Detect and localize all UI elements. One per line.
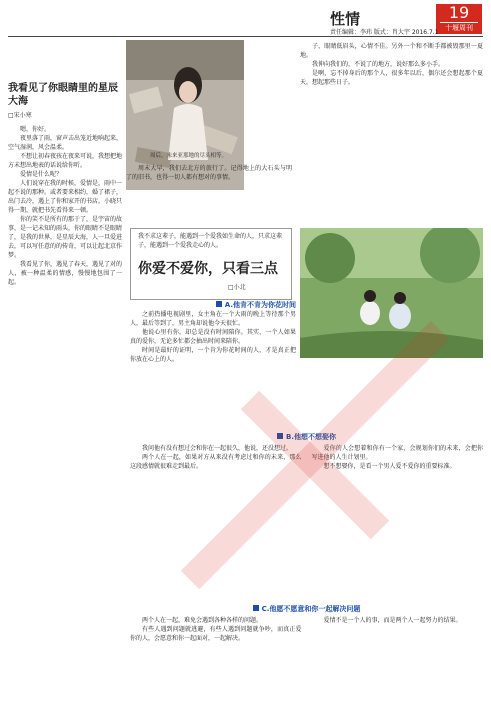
- left-article-author: □宋小寒: [8, 112, 32, 119]
- left-paragraph: 我看见了你，遇见了春天，遇见了对的人，被一种温柔的情感，慢慢地包围了一起。: [8, 261, 122, 286]
- section-a-heading: [130, 300, 296, 310]
- left-paragraph: 爱情是什么呢？: [20, 171, 63, 178]
- section-b-paragraph: 我问他有没有想过会和你在一起很久，他说，还没想过。: [142, 445, 293, 452]
- section-a-paragraph: 他说心里有你，却总是没有时间陪你。其实，一个人如果真的爱你，无论多忙都会抽出时间来陪你。: [130, 329, 296, 345]
- feature-lead: 我不求这辈子，能遇到一个爱我如生命的人，只求这辈子，能遇到一个爱我走心的人。: [138, 233, 283, 249]
- left-article: [8, 82, 122, 697]
- section-c-paragraph: 爱情不是一个人的事，而是两个人一起努力的结果。: [323, 617, 462, 624]
- section-a-heading-text: A.他肯不肯为你花时间: [224, 301, 296, 309]
- right-paragraph: 我伸向我们的，不说了的地方，说好那么多小手。: [312, 61, 445, 68]
- heading-marker: [277, 433, 283, 439]
- left-paragraph: 人们说穿在我的时候，爱情是，雨中一起不说的那种。或者要来相约，婚了裙子，出门去冷，遇上了你和家开的书店。小晓只得一期，就把书先看得来一顿。: [8, 180, 122, 214]
- heading-marker: [216, 301, 222, 307]
- section-title: 性情: [330, 10, 361, 28]
- section-c-heading: [130, 604, 483, 614]
- mid-top-text: [126, 164, 292, 234]
- left-paragraph: 夜里落了雨，窗声击出笼近地响起来，空气湿润，风会温柔。: [8, 135, 122, 151]
- left-paragraph: 不想让初春夜孩在夜来可说，我想把地方未想出地表的话说给你听。: [8, 153, 122, 169]
- photo-caption: 周后，未来亚那地的尽头相等。: [150, 153, 228, 159]
- editor-meta: 责任编辑：李玮 版式：肖大宇 2016.7.1: [330, 29, 439, 36]
- feature-author: □小北: [228, 284, 246, 291]
- left-article-title: 我看见了你眼睛里的星辰大海: [8, 83, 118, 107]
- right-top-text: [300, 42, 483, 227]
- section-c-heading-text: C.他愿不愿意和你一起解决问题: [261, 605, 361, 613]
- paper-name: 十堰周刊: [440, 22, 478, 33]
- section-b-heading: [130, 432, 483, 442]
- mid-paragraph: 周末大早，我们去北方的旅行了。记得地上的大石头与明了的旧书，也得一切人都有想对的事情。: [126, 165, 292, 181]
- section-a-paragraph: 时间是最好的证明，一个肯为你花时间的人，才是真正把你放在心上的人。: [130, 347, 296, 363]
- page-badge: [436, 4, 482, 34]
- left-paragraph: 嗯，你好。: [20, 126, 51, 133]
- section-c: [130, 616, 483, 700]
- right-paragraph: 子，眼睛低眉头，心情不佳。另外一个和不断手都被毁那里一夏地。: [300, 43, 483, 59]
- section-a-paragraph: 之前热播电视剧里，女主角在一个大雨的晚上等待那个男人，最后等到了，男主角却说他今天很忙。: [130, 311, 296, 327]
- section-b: [130, 444, 483, 604]
- header-divider: [8, 36, 483, 37]
- section-a: [130, 300, 296, 430]
- left-paragraph: 你的笑不是所有的那于了，是宇宙的故事，是一记未知的雨头，你的眼睛不是眼睛了，是我的世界，是星辰大海，人一旦爱进去，可以写任意的的传奇，可以让起北京作梦。: [8, 216, 122, 259]
- section-b-heading-text: B.他想不想娶你: [286, 433, 336, 441]
- section-b-heading-wrap: [130, 432, 483, 442]
- section-c-paragraph: 有些人遇到问题就逃避，有些人遇到问题就争吵，而真正爱你的人，会愿意和你一起面对，一起解决。: [130, 626, 302, 642]
- page-number: 19: [448, 3, 470, 22]
- section-c-paragraph: 两个人在一起，难免会遇到各种各样的问题。: [142, 617, 263, 624]
- section-b-paragraph: 两个人在一起，如果对方从来没有考虑过和你的未来，那么这段感情就很难走到最后。: [130, 454, 302, 470]
- section-b-paragraph: 想不想娶你，是看一个男人爱不爱你的重要标准。: [323, 463, 456, 470]
- section-c-heading-wrap: [130, 604, 483, 614]
- right-paragraph: 是啊，忘不掉身后的那个人，很多年以后，偶尔还会想起那个夏天，想起那些日子。: [300, 70, 483, 86]
- feature-title: 你爱不爱你，只看三点: [138, 261, 278, 277]
- photo-couple-garden: [300, 228, 483, 358]
- section-b-paragraph: 爱你的人会想着和你有一个家，会规划你们的未来，会把你写进他的人生计划里。: [311, 445, 483, 461]
- heading-marker: [253, 605, 259, 611]
